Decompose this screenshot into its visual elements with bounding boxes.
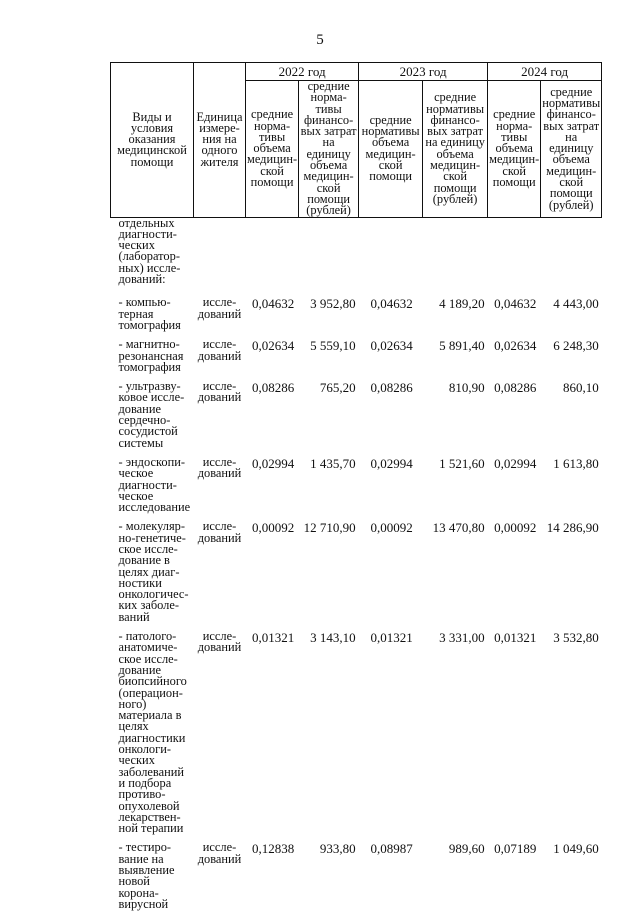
header-volume-2023: средние нормативы объема медицин-ской помощи	[359, 81, 423, 218]
header-cost-2024: средние нормативы финансо-вых затрат на единицу объема медицин-ской помощи (рублей)	[541, 81, 602, 218]
header-cost-2022: средние норма-тивы финансо-вых затрат на единицу объема медицин-ской помощи (рублей)	[299, 81, 359, 218]
norms-table	[110, 62, 602, 914]
row-unit: иссле-дований	[197, 295, 242, 321]
header-year-2022: 2022 год	[246, 63, 359, 81]
cost-2023: 1 521,60	[439, 455, 485, 471]
row-unit: иссле-дований	[197, 379, 242, 405]
volume-2023: 0,01321	[370, 630, 413, 646]
row-name: - магнитно-резонансная томография	[118, 337, 184, 374]
table-row-intro	[111, 217, 602, 293]
table-row	[111, 377, 602, 453]
header-year-2023: 2023 год	[359, 63, 488, 81]
cost-2022: 5 559,10	[310, 338, 356, 354]
table-row	[111, 335, 602, 377]
cost-2023: 3 331,00	[439, 630, 485, 646]
volume-2023: 0,02634	[370, 338, 413, 354]
row-unit: иссле-дований	[197, 454, 242, 481]
table-row	[111, 517, 602, 627]
volume-2022: 0,02994	[251, 455, 295, 471]
volume-2024: 0,08286	[494, 380, 537, 396]
table-row	[111, 293, 602, 335]
volume-2022: 0,01321	[251, 630, 295, 646]
cost-2022: 1 435,70	[310, 455, 356, 471]
row-unit: иссле-дований	[197, 519, 242, 545]
cost-2024: 14 286,90	[546, 520, 599, 536]
header-year-2024: 2024 год	[488, 63, 602, 81]
cost-2022: 3 952,80	[310, 296, 356, 312]
cost-2022: 12 710,90	[303, 520, 356, 536]
table-row	[111, 453, 602, 517]
row-unit: иссле-дований	[197, 337, 242, 363]
cost-2024: 1 049,60	[553, 841, 599, 857]
volume-2022: 0,08286	[251, 380, 295, 396]
cost-2023: 5 891,40	[439, 338, 485, 354]
volume-2024: 0,01321	[494, 630, 537, 646]
cost-2023: 810,90	[448, 380, 485, 396]
cost-2022: 765,20	[319, 380, 356, 396]
cost-2024: 3 532,80	[553, 630, 599, 646]
header-cost-2023: средние нормативы финансо-вых затрат на единицу объема медицин-ской помощи (рублей)	[423, 81, 488, 218]
volume-2022: 0,04632	[251, 296, 295, 312]
cost-2023: 4 189,20	[439, 296, 485, 312]
cost-2022: 3 143,10	[310, 630, 356, 646]
cost-2024: 860,10	[562, 380, 599, 396]
header-volume-2022: средние норма-тивы объема медицин-ской помощи	[246, 81, 299, 218]
cost-2023: 989,60	[448, 841, 485, 857]
volume-2023: 0,02994	[370, 455, 413, 471]
header-kind: Виды и условия оказания медицинской помощи	[111, 63, 194, 218]
volume-2023: 0,08286	[370, 380, 413, 396]
volume-2024: 0,00092	[494, 520, 537, 536]
row-name: отдельных диагности-ческих (лаборатор-ных) иссле-дований:	[118, 215, 181, 287]
row-name: - эндоскопи-ческое диагности-ческое исследование	[118, 454, 191, 515]
volume-2022: 0,00092	[251, 520, 295, 536]
volume-2023: 0,04632	[370, 296, 413, 312]
volume-2024: 0,02634	[494, 338, 537, 354]
cost-2024: 6 248,30	[553, 338, 599, 354]
header-unit: Единица измере-ния на одного жителя	[194, 63, 246, 218]
volume-2022: 0,02634	[251, 338, 295, 354]
cost-2023: 13 470,80	[432, 520, 485, 536]
volume-2023: 0,00092	[370, 520, 413, 536]
volume-2024: 0,04632	[494, 296, 537, 312]
volume-2024: 0,07189	[494, 841, 537, 857]
row-unit: иссле-дований	[197, 629, 242, 655]
row-name: - патолого-анатомиче-ское иссле-дование биопсийного (операцион-ного) материала в целях диагностики онкологи-ческих заболеваний и подбора противо-опухолевой лекарствен-ной терапии	[118, 629, 187, 836]
cost-2024: 4 443,00	[553, 296, 599, 312]
volume-2022: 0,12838	[251, 841, 295, 857]
header-volume-2024: средние норма-тивы объема медицин-ской помощи	[488, 81, 541, 218]
page-number: 5	[316, 32, 324, 48]
row-name: - молекуляр-но-генетиче-ское иссле-дование в целях диаг-ностики онкологичес-ких заболе-ваний	[118, 519, 189, 624]
row-unit: иссле-дований	[197, 840, 242, 866]
table-row	[111, 627, 602, 838]
cost-2022: 933,80	[319, 841, 356, 857]
row-name: - ультразву-ковое иссле-дование сердечно-сосудистой системы	[118, 379, 185, 450]
row-name: - компью-терная томография	[118, 295, 181, 332]
volume-2024: 0,02994	[494, 455, 537, 471]
row-name: - тестиро-вание на выявление новой корона-вирусной	[118, 840, 175, 911]
volume-2023: 0,08987	[370, 841, 413, 857]
table-row	[111, 838, 602, 914]
cost-2024: 1 613,80	[553, 455, 599, 471]
